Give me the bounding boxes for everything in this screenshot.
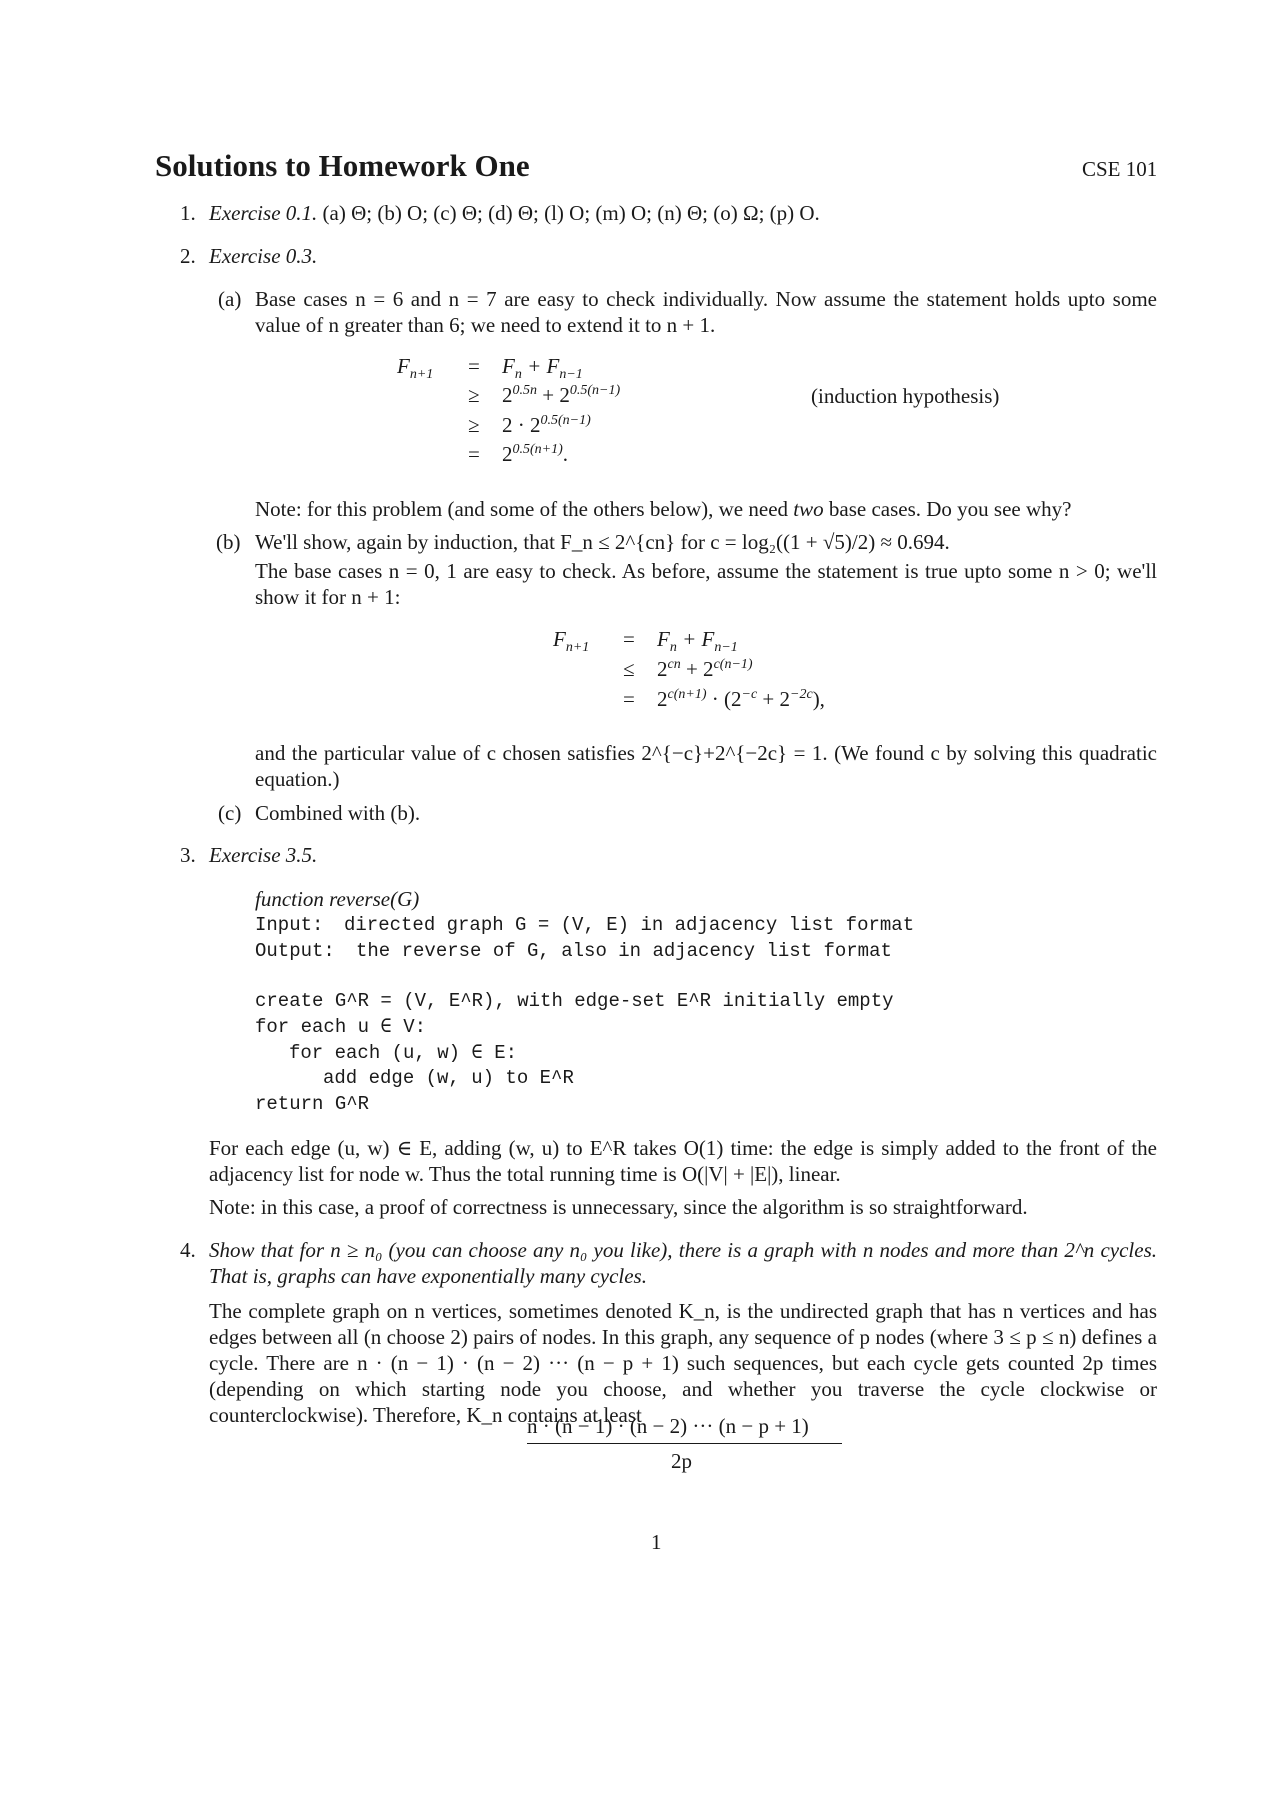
problem-4-number: 4. — [180, 1238, 196, 1262]
page-number: 1 — [651, 1530, 662, 1554]
problem-3-analysis: For each edge (u, w) ∈ E, adding (w, u) to E^R takes O(1) time: the edge is simply added to the front of the adjacency list for node w. Thus the total running time is O(|V| + |E|), linear. — [209, 1136, 1157, 1186]
code-line-for-u: for each u ∈ V: — [255, 1016, 427, 1038]
part-b-line-1: We'll show, again by induction, that F_n ≤ 2^{cn} for c = log₂((1 + √5)/2) ≈ 0.694. — [255, 530, 950, 554]
code-line-add-edge: add edge (w, u) to E^R — [323, 1067, 574, 1089]
problem-1 — [209, 200, 820, 226]
problem-4-body: The complete graph on n vertices, sometimes denoted K_n, is the undirected graph that has n vertices and has edges between all (n choose 2) pairs of nodes. In this graph, any sequence of p nodes (where 3 ≤ p ≤ n) defines a cycle. There are n · (n − 1) · (n − 2) ··· (n − p + 1) such sequences, but each cycle gets counted 2p times (depending on which starting node you choose, and whether you traverse the cycle clockwise or counterclockwise). Therefore, K_n contains at least — [209, 1299, 1157, 1427]
eq2-rel-1: = — [623, 627, 635, 651]
course-label: CSE 101 — [1082, 157, 1158, 181]
code-line-return: return G^R — [255, 1093, 370, 1115]
part-a-label: (a) — [218, 287, 242, 311]
fraction-numerator: n · (n − 1) · (n − 2) ··· (n − p + 1) — [527, 1414, 809, 1438]
eq1-row-3: $2 \cdot 2^{0.5(n-1)}$ — [502, 413, 591, 437]
eq1-row-1: $F_n + F_{n-1}$ — [502, 354, 583, 382]
part-c-label: (c) — [218, 801, 242, 825]
eq1-row-4: $2^{0.5(n+1)}$. — [502, 442, 569, 466]
eq1-rel-4: = — [468, 442, 480, 466]
code-output-keyword: Output: — [255, 940, 335, 962]
eq2-lhs: $F_{n+1}$ — [553, 627, 590, 655]
fraction-denominator: 2p — [671, 1449, 692, 1473]
part-a-note: Note: for this problem (and some of the others below), we need two base cases. Do you see why? — [255, 497, 1072, 521]
code-function-name: function reverse(G) — [255, 887, 420, 911]
problem-2-number: 2. — [180, 244, 196, 268]
eq1-row-2: $2^{0.5n} + 2^{0.5(n-1)}$ — [502, 383, 621, 407]
problem-3-note: Note: in this case, a proof of correctness is unnecessary, since the algorithm is so straightforward. — [209, 1195, 1028, 1219]
code-output-text: the reverse of G, also in adjacency list format — [356, 940, 892, 962]
part-b-conclusion: and the particular value of c chosen satisfies 2^{−c}+2^{−2c} = 1. (We found c by solving this quadratic equation.) — [255, 741, 1157, 791]
code-line-for-edge: for each (u, w) ∈ E: — [289, 1042, 518, 1064]
document-title: Solutions to Homework One — [155, 148, 530, 183]
problem-1-number: 1. — [180, 201, 196, 225]
eq1-rel-3: ≥ — [468, 413, 480, 437]
code-input-text: directed graph G = (V, E) in adjacency list format — [344, 914, 915, 936]
eq1-lhs: $F_{n+1}$ — [397, 354, 434, 382]
eq2-rel-3: = — [623, 687, 635, 711]
code-input-keyword: Input: — [255, 914, 324, 936]
code-line-create: create G^R = (V, E^R), with edge-set E^R initially empty — [255, 990, 894, 1012]
part-c-text: Combined with (b). — [255, 801, 421, 825]
part-a-text: Base cases n = 6 and n = 7 are easy to check individually. Now assume the statement holds upto some value of n greater than 6; we need to extend it to n + 1. — [255, 287, 1157, 337]
part-b-line-2: The base cases n = 0, 1 are easy to check. As before, assume the statement is true upto some n > 0; we'll show it for n + 1: — [255, 559, 1157, 609]
eq2-rel-2: ≤ — [623, 657, 635, 681]
fraction-bar — [527, 1443, 842, 1444]
eq1-rel-1: = — [468, 354, 480, 378]
eq2-row-2: $2^{cn} + 2^{c(n-1)}$ — [657, 657, 753, 681]
eq2-row-3: $2^{c(n+1)} \cdot (2^{-c} + 2^{-2c})$, — [657, 687, 825, 711]
part-b-label: (b) — [216, 530, 241, 554]
problem-2-exercise: Exercise 0.3. — [209, 244, 318, 268]
problem-4-statement: Show that for n ≥ n₀ (you can choose any n₀ you like), there is a graph with n nodes and more than 2^n cycles. That is, graphs can have exponentially many cycles. — [209, 1238, 1157, 1288]
problem-3-number: 3. — [180, 843, 196, 867]
problem-3-exercise: Exercise 3.5. — [209, 843, 318, 867]
induction-hypothesis-note: (induction hypothesis) — [811, 384, 1000, 408]
problem-1-exercise: Exercise 0.1. — [209, 201, 318, 225]
problem-1-answers: (a) Θ; (b) O; (c) Θ; (d) Θ; (l) O; (m) O; (n) Θ; (o) Ω; (p) O. — [322, 201, 820, 225]
eq2-row-1: $F_n + F_{n-1}$ — [657, 627, 738, 655]
eq1-rel-2: ≥ — [468, 383, 480, 407]
